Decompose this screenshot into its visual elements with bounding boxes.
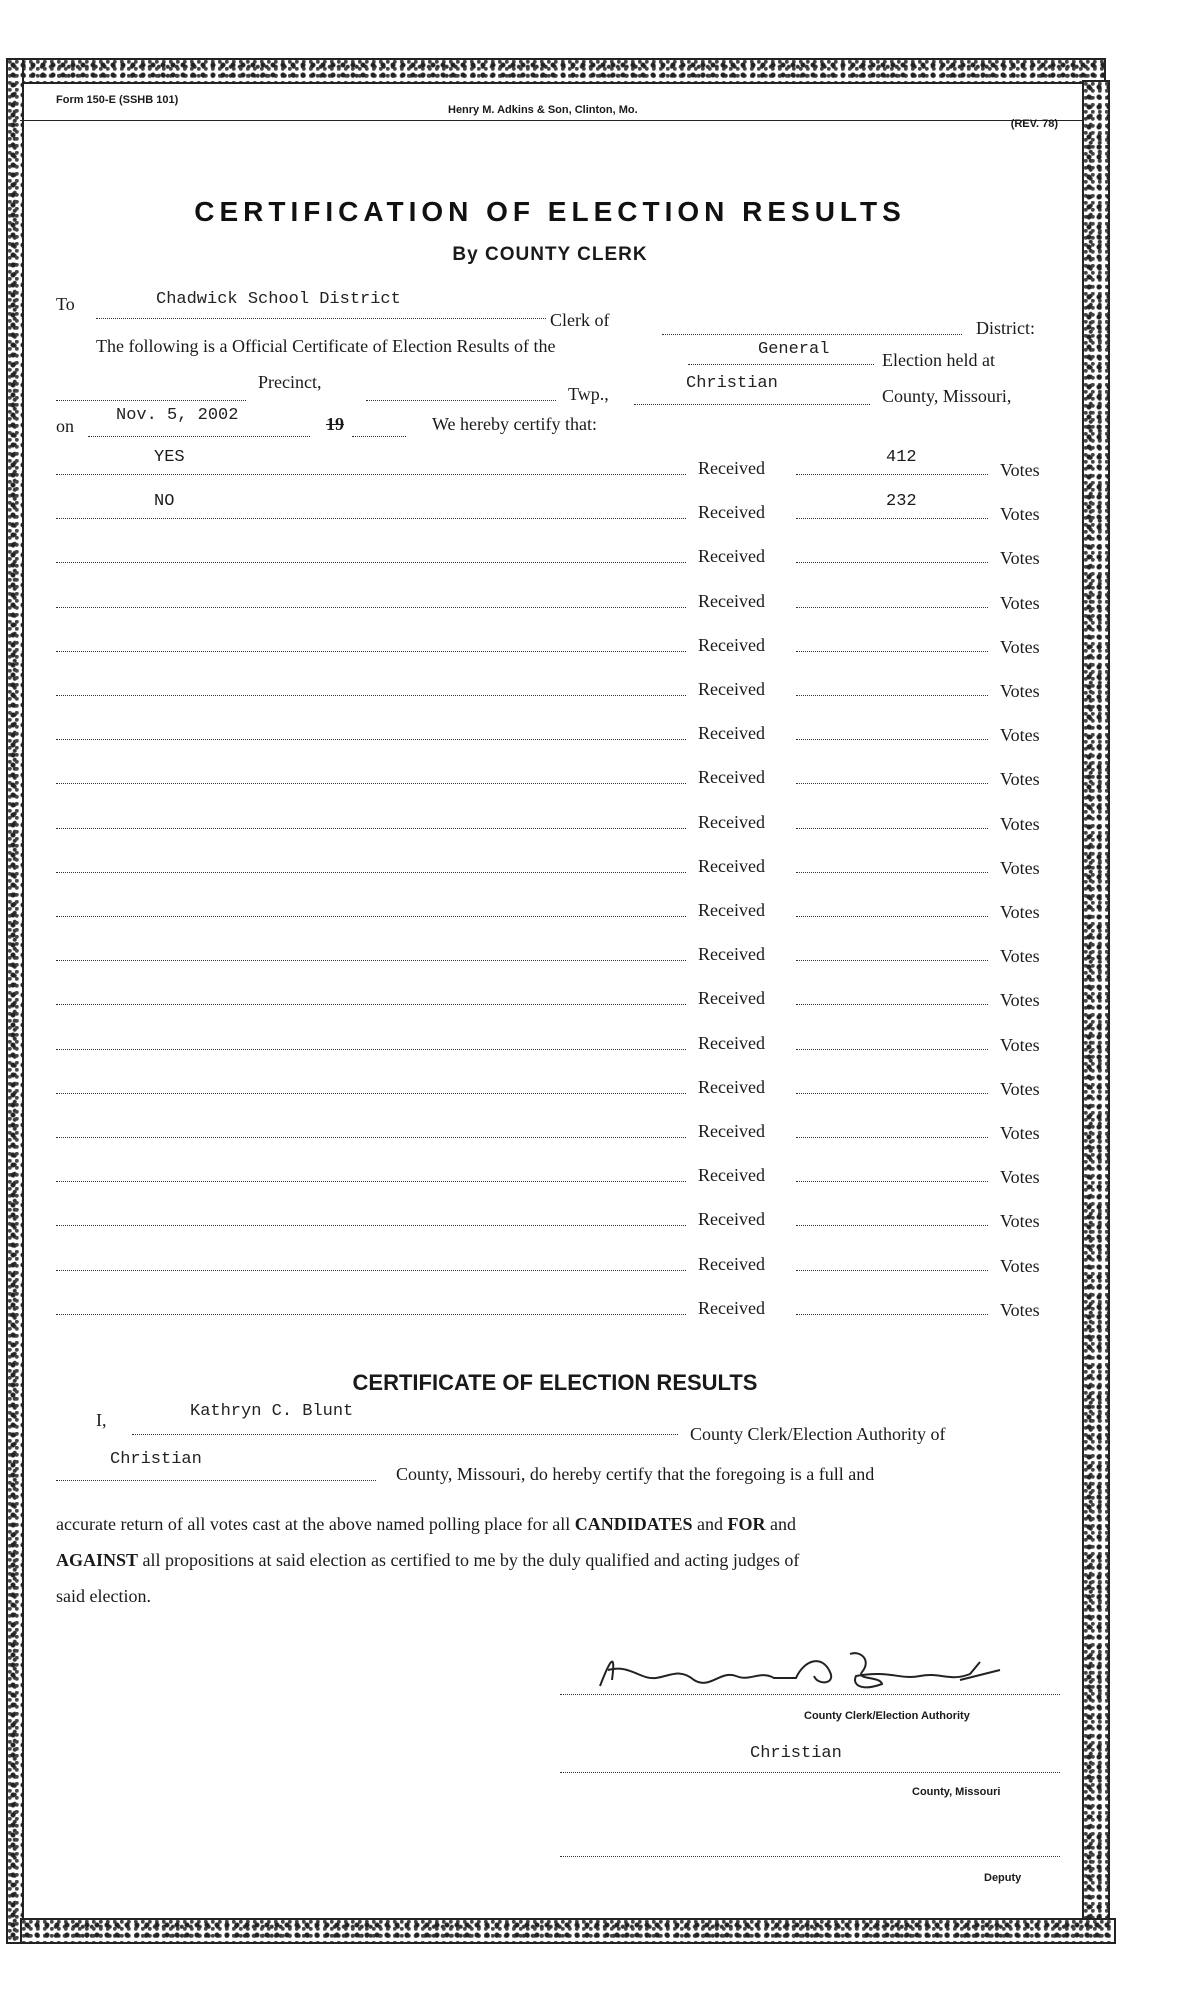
- votes-dotted-line: [796, 783, 988, 784]
- votes-label: Votes: [1000, 592, 1040, 613]
- result-row: [56, 850, 1056, 880]
- votes-dotted-line: [796, 828, 988, 829]
- ornamental-border-bottom: [20, 1918, 1116, 1944]
- candidate-dotted-line: [56, 607, 686, 608]
- votes-label: Votes: [1000, 725, 1040, 746]
- result-row: [56, 982, 1056, 1012]
- certificate-county-value: Christian: [110, 1450, 202, 1469]
- page-title: CERTIFICATION OF ELECTION RESULTS: [194, 196, 906, 227]
- result-row: [56, 1071, 1056, 1101]
- received-label: Received: [698, 590, 765, 611]
- votes-label: Votes: [1000, 902, 1040, 922]
- votes-dotted-line: [796, 1137, 988, 1138]
- votes-label: Votes: [1000, 1078, 1040, 1099]
- to-label: To: [56, 294, 75, 314]
- certificate-body-line-3: [56, 1542, 1056, 1578]
- deputy-dotted-line: [560, 1856, 1060, 1857]
- vote-count: 232: [886, 492, 917, 512]
- election-type-dotted-line: [688, 364, 874, 365]
- received-label: Received: [698, 723, 765, 744]
- votes-label: Votes: [1000, 504, 1040, 525]
- candidate-dotted-line: [56, 695, 686, 696]
- votes-dotted-line: [796, 916, 988, 917]
- votes-dotted-line: [796, 1225, 988, 1226]
- candidate-dotted-line: [56, 1004, 686, 1005]
- handwritten-signature: [560, 1640, 1060, 1700]
- votes-label: Votes: [1000, 1034, 1040, 1055]
- result-row: [56, 938, 1056, 968]
- result-row: [56, 806, 1056, 836]
- precinct-dotted-line: [366, 400, 556, 401]
- body-2-for: FOR: [727, 1514, 766, 1534]
- result-row: [56, 1159, 1056, 1189]
- candidate-dotted-line: [56, 518, 686, 519]
- candidate-dotted-line: [56, 739, 686, 740]
- signature-dotted-line: [560, 1694, 1060, 1695]
- received-label: Received: [698, 546, 765, 567]
- signature-block: [560, 1640, 1060, 1900]
- votes-label: Votes: [1000, 681, 1040, 701]
- following-text: The following is a Official Certificate of Election Results of the: [96, 336, 556, 356]
- received-label: Received: [698, 1032, 765, 1053]
- clerk-name-dotted-line: [132, 1434, 678, 1435]
- candidate-dotted-line: [56, 783, 686, 784]
- election-place-dotted-line: [56, 400, 246, 401]
- received-label: Received: [698, 458, 765, 478]
- form-revision: (REV. 78): [1010, 118, 1058, 130]
- form-header: [20, 84, 1082, 130]
- candidate-dotted-line: [56, 1137, 686, 1138]
- body-2-post: and: [765, 1514, 796, 1534]
- deputy-caption: Deputy: [984, 1872, 1022, 1884]
- votes-label: Votes: [1000, 1167, 1040, 1188]
- received-label: Received: [698, 900, 765, 920]
- votes-dotted-line: [796, 1314, 988, 1315]
- ornamental-border-left: [6, 58, 24, 1944]
- votes-dotted-line: [796, 1004, 988, 1005]
- ornamental-border-top: [6, 58, 1106, 84]
- candidate-dotted-line: [56, 1225, 686, 1226]
- result-row: [56, 492, 1056, 526]
- candidate-dotted-line: [56, 828, 686, 829]
- votes-label: Votes: [1000, 946, 1040, 967]
- year-prefix-struck: 19: [326, 414, 344, 434]
- result-row: [56, 717, 1056, 747]
- vote-count: 412: [886, 448, 917, 467]
- votes-dotted-line: [796, 607, 988, 608]
- candidate-name: YES: [154, 448, 185, 467]
- precinct-label: Precinct,: [258, 372, 322, 392]
- certificate-body-1: County, Missouri, do hereby certify that the foregoing is a full and: [396, 1464, 875, 1484]
- twp-label: Twp.,: [568, 384, 609, 404]
- clerk-caption: County Clerk/Election Authority: [804, 1710, 970, 1722]
- votes-label: Votes: [1000, 857, 1040, 878]
- date-value: Nov. 5, 2002: [116, 406, 239, 425]
- received-label: Received: [698, 1165, 765, 1186]
- result-row: [56, 1027, 1056, 1057]
- clerk-name-value: Kathryn C. Blunt: [190, 1402, 354, 1421]
- votes-label: Votes: [1000, 1255, 1040, 1276]
- received-label: Received: [698, 1209, 765, 1230]
- received-label: Received: [698, 767, 765, 788]
- district-label: District:: [976, 318, 1035, 338]
- received-label: Received: [698, 944, 765, 965]
- votes-dotted-line: [796, 960, 988, 961]
- received-label: Received: [698, 502, 765, 523]
- received-label: Received: [698, 679, 765, 699]
- votes-label: Votes: [1000, 636, 1040, 657]
- signature-county-dotted-line: [560, 1772, 1060, 1773]
- votes-label: Votes: [1000, 1123, 1040, 1143]
- votes-dotted-line: [796, 739, 988, 740]
- candidate-dotted-line: [56, 474, 686, 475]
- year-dotted-line: [352, 436, 406, 437]
- result-row: [56, 585, 1056, 615]
- certificate-body: [56, 1506, 1056, 1614]
- result-row: [56, 673, 1056, 703]
- result-row: [56, 894, 1056, 924]
- body-3-post: all propositions at said election as certified to me by the duly qualified and acting judges of: [138, 1550, 800, 1570]
- result-row: [56, 761, 1056, 791]
- certificate-body-line-4: said election.: [56, 1586, 151, 1606]
- votes-dotted-line: [796, 695, 988, 696]
- votes-label: Votes: [1000, 813, 1040, 834]
- result-row: [56, 1248, 1056, 1278]
- candidate-name: NO: [154, 492, 175, 512]
- to-dotted-line: [96, 318, 546, 319]
- received-label: Received: [698, 1076, 765, 1097]
- votes-dotted-line: [796, 872, 988, 873]
- candidate-dotted-line: [56, 916, 686, 917]
- candidate-dotted-line: [56, 960, 686, 961]
- candidate-dotted-line: [56, 1314, 686, 1315]
- candidate-dotted-line: [56, 1270, 686, 1271]
- votes-label: Votes: [1000, 460, 1040, 480]
- result-row: [56, 1115, 1056, 1145]
- received-label: Received: [698, 855, 765, 876]
- on-label: on: [56, 416, 74, 436]
- certify-label: We hereby certify that:: [432, 414, 597, 434]
- candidate-dotted-line: [56, 1049, 686, 1050]
- printer-name: Henry M. Adkins & Son, Clinton, Mo.: [448, 104, 638, 116]
- county-missouri-label: County, Missouri,: [882, 386, 1012, 406]
- county-value: Christian: [686, 374, 778, 393]
- votes-label: Votes: [1000, 769, 1040, 790]
- county-dotted-line: [634, 404, 870, 405]
- precinct-line: [56, 372, 1056, 406]
- received-label: Received: [698, 811, 765, 832]
- votes-dotted-line: [796, 1181, 988, 1182]
- certificate-county-line: [56, 1452, 1056, 1482]
- votes-label: Votes: [1000, 1211, 1040, 1232]
- authority-label: County Clerk/Election Authority of: [690, 1424, 946, 1444]
- votes-dotted-line: [796, 474, 988, 475]
- certificate-name-line: [56, 1402, 1056, 1444]
- result-row: [56, 540, 1056, 570]
- ornamental-border-right: [1082, 80, 1110, 1944]
- date-dotted-line: [88, 436, 310, 437]
- votes-dotted-line: [796, 651, 988, 652]
- to-value: Chadwick School District: [156, 290, 401, 309]
- candidate-dotted-line: [56, 1181, 686, 1182]
- to-line: [56, 290, 1056, 338]
- votes-dotted-line: [796, 518, 988, 519]
- votes-dotted-line: [796, 562, 988, 563]
- certificate-body-line-2: [56, 1506, 1056, 1542]
- received-label: Received: [698, 1253, 765, 1274]
- signature-county-value: Christian: [750, 1744, 842, 1763]
- candidate-dotted-line: [56, 651, 686, 652]
- body-2-candidates: CANDIDATES: [574, 1514, 693, 1534]
- candidate-dotted-line: [56, 562, 686, 563]
- received-label: Received: [698, 1297, 765, 1318]
- body-3-against: AGAINST: [56, 1550, 139, 1570]
- certificate-county-dotted-line: [56, 1480, 376, 1481]
- candidate-dotted-line: [56, 872, 686, 873]
- result-row: [56, 1292, 1056, 1322]
- result-row: [56, 1203, 1056, 1233]
- votes-label: Votes: [1000, 548, 1040, 569]
- received-label: Received: [698, 988, 765, 1009]
- form-number: Form 150-E (SSHB 101): [56, 94, 179, 106]
- votes-dotted-line: [796, 1270, 988, 1271]
- votes-dotted-line: [796, 1093, 988, 1094]
- certificate-heading: CERTIFICATE OF ELECTION RESULTS: [352, 1370, 758, 1395]
- result-row: [56, 448, 1056, 482]
- candidate-dotted-line: [56, 1093, 686, 1094]
- votes-label: Votes: [1000, 1299, 1040, 1320]
- election-type-value: General: [758, 340, 830, 359]
- election-held-label: Election held at: [882, 350, 995, 370]
- votes-label: Votes: [1000, 990, 1040, 1011]
- clerk-of-dotted-line: [662, 334, 962, 335]
- received-label: Received: [698, 1121, 765, 1141]
- body-2-mid: and: [692, 1514, 728, 1534]
- votes-dotted-line: [796, 1049, 988, 1050]
- result-row: [56, 629, 1056, 659]
- body-2-pre: accurate return of all votes cast at the above named polling place for all: [56, 1514, 575, 1534]
- following-line: [56, 336, 1056, 370]
- date-line: [56, 408, 1056, 438]
- clerk-of-label: Clerk of: [550, 310, 610, 330]
- page-subtitle: By COUNTY CLERK: [452, 244, 648, 265]
- received-label: Received: [698, 634, 765, 655]
- county-caption: County, Missouri: [912, 1786, 1001, 1798]
- i-label: I,: [96, 1410, 107, 1430]
